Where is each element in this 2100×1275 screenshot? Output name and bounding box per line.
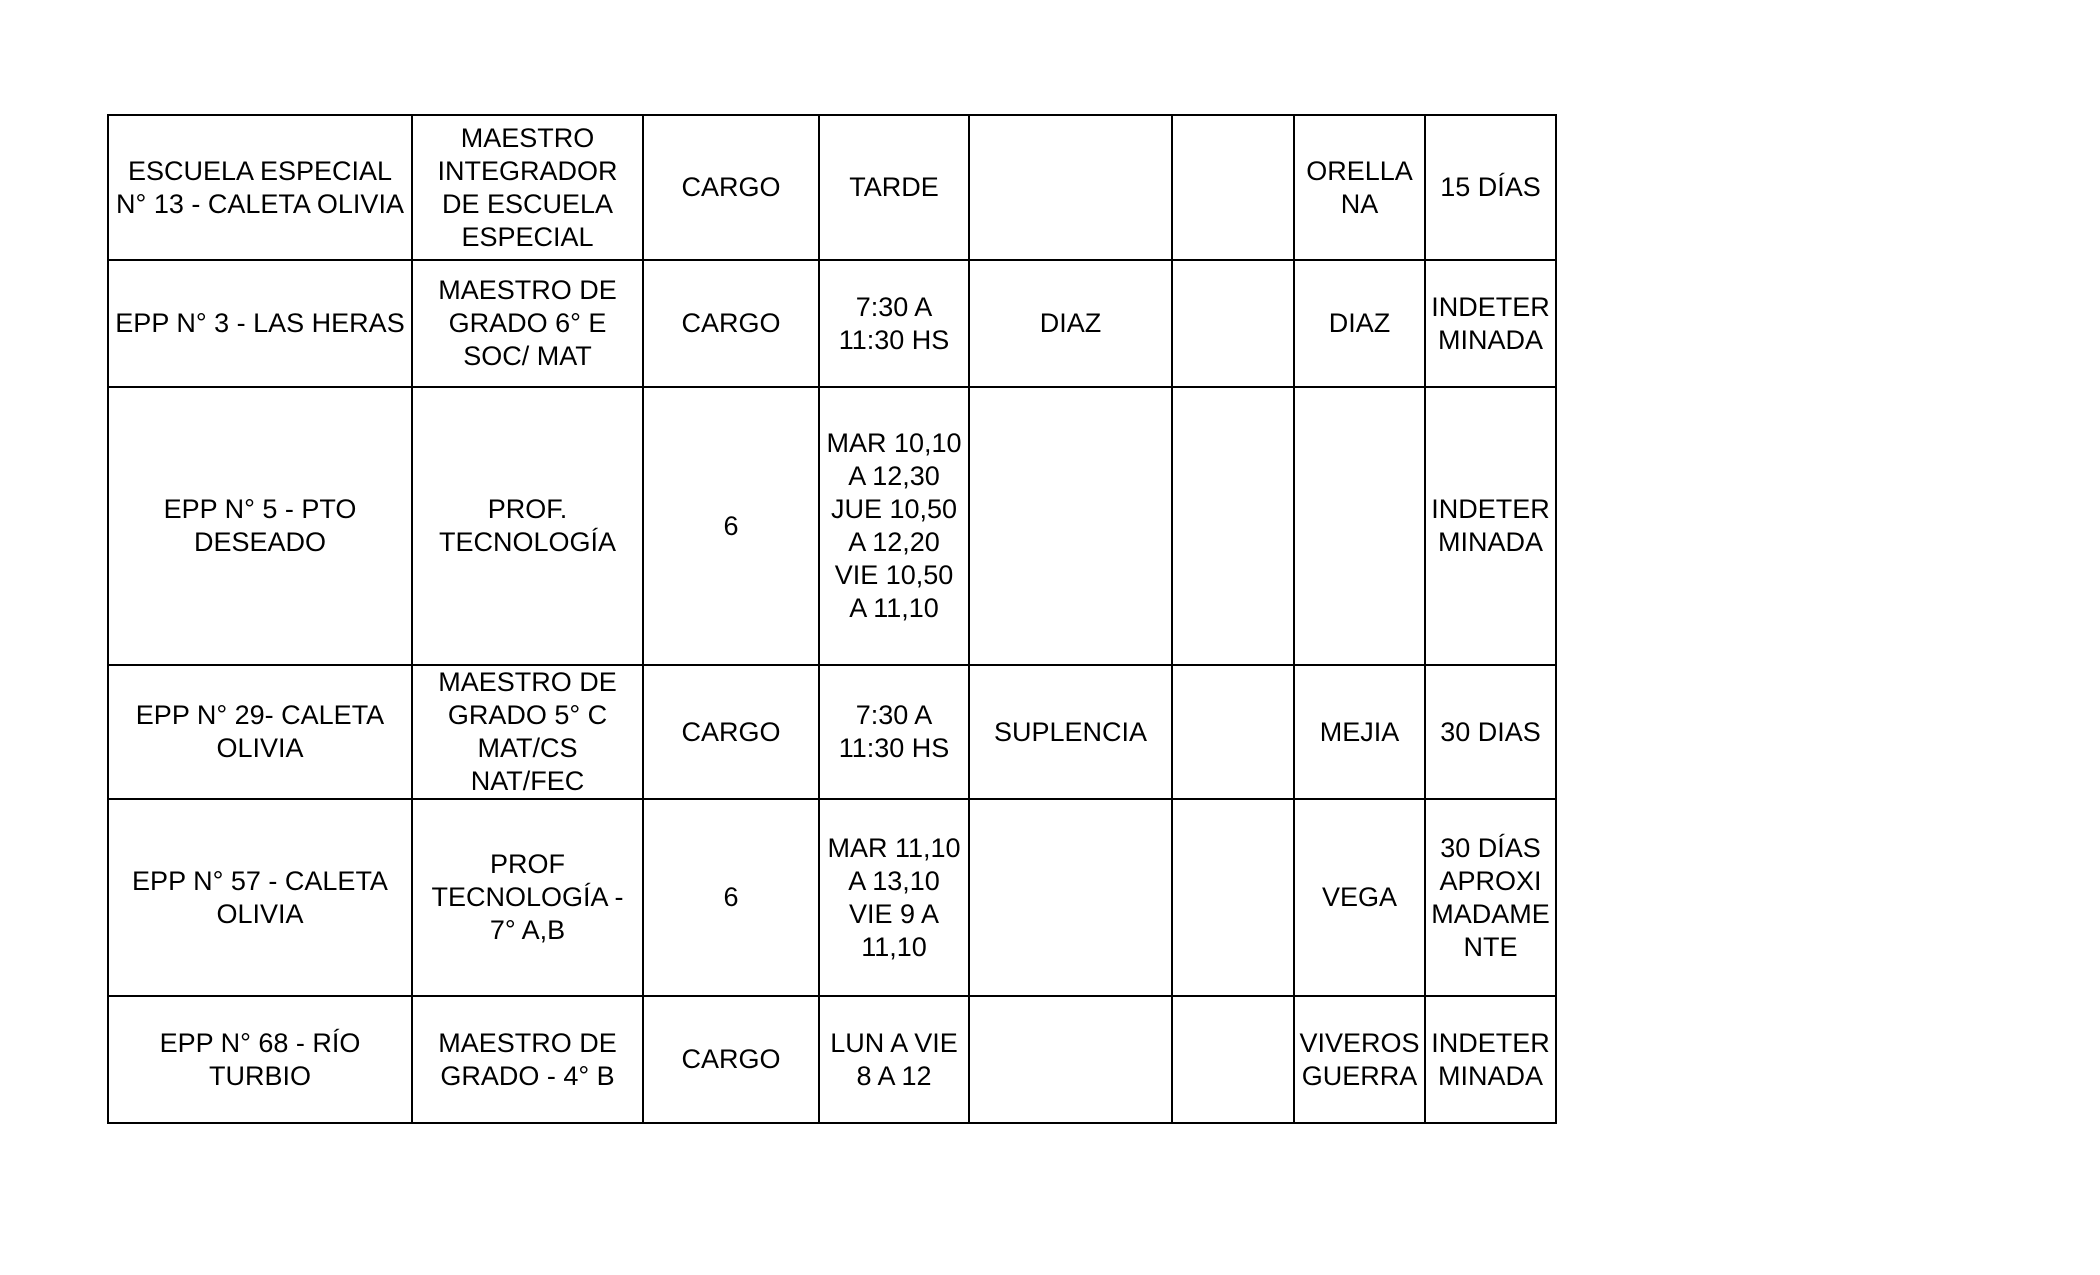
hours-cell: 6 xyxy=(643,387,819,665)
school-cell: EPP N° 57 - CALETA OLIVIA xyxy=(108,799,412,996)
school-cell: EPP N° 5 - PTO DESEADO xyxy=(108,387,412,665)
holder-cell: DIAZ xyxy=(1294,260,1425,387)
holder-cell: MEJIA xyxy=(1294,665,1425,799)
duration-cell: 30 DIAS xyxy=(1425,665,1556,799)
school-cell: EPP N° 68 - RÍO TURBIO xyxy=(108,996,412,1123)
type-cell xyxy=(969,799,1172,996)
notes-cell xyxy=(1172,799,1294,996)
school-cell: ESCUELA ESPECIAL N° 13 - CALETA OLIVIA xyxy=(108,115,412,260)
type-cell: SUPLENCIA xyxy=(969,665,1172,799)
schedule-cell: 7:30 A 11:30 HS xyxy=(819,665,969,799)
hours-cell: CARGO xyxy=(643,665,819,799)
notes-cell xyxy=(1172,115,1294,260)
vacancy-table xyxy=(107,114,1557,1124)
holder-cell xyxy=(1294,387,1425,665)
position-cell: MAESTRO DE GRADO - 4° B xyxy=(412,996,643,1123)
type-cell xyxy=(969,115,1172,260)
hours-cell: CARGO xyxy=(643,260,819,387)
hours-cell: CARGO xyxy=(643,115,819,260)
table-row xyxy=(108,799,1556,996)
schedule-cell: LUN A VIE 8 A 12 xyxy=(819,996,969,1123)
table-row xyxy=(108,996,1556,1123)
schedule-cell: TARDE xyxy=(819,115,969,260)
hours-cell: 6 xyxy=(643,799,819,996)
school-cell: EPP N° 29- CALETA OLIVIA xyxy=(108,665,412,799)
schedule-cell: MAR 10,10 A 12,30 JUE 10,50 A 12,20 VIE 10,50 A 11,10 xyxy=(819,387,969,665)
school-cell: EPP N° 3 - LAS HERAS xyxy=(108,260,412,387)
hours-cell: CARGO xyxy=(643,996,819,1123)
type-cell xyxy=(969,387,1172,665)
notes-cell xyxy=(1172,665,1294,799)
duration-cell: INDETER MINADA xyxy=(1425,387,1556,665)
notes-cell xyxy=(1172,387,1294,665)
holder-cell: VIVEROS GUERRA xyxy=(1294,996,1425,1123)
notes-cell xyxy=(1172,996,1294,1123)
position-cell: MAESTRO DE GRADO 6° E SOC/ MAT xyxy=(412,260,643,387)
duration-cell: 15 DÍAS xyxy=(1425,115,1556,260)
position-cell: MAESTRO DE GRADO 5° C MAT/CS NAT/FEC xyxy=(412,665,643,799)
holder-cell: VEGA xyxy=(1294,799,1425,996)
type-cell: DIAZ xyxy=(969,260,1172,387)
duration-cell: INDETER MINADA xyxy=(1425,996,1556,1123)
holder-cell: ORELLA NA xyxy=(1294,115,1425,260)
type-cell xyxy=(969,996,1172,1123)
schedule-cell: MAR 11,10 A 13,10 VIE 9 A 11,10 xyxy=(819,799,969,996)
position-cell: MAESTRO INTEGRADOR DE ESCUELA ESPECIAL xyxy=(412,115,643,260)
duration-cell: INDETER MINADA xyxy=(1425,260,1556,387)
duration-cell: 30 DÍAS APROXI MADAME NTE xyxy=(1425,799,1556,996)
position-cell: PROF. TECNOLOGÍA xyxy=(412,387,643,665)
position-cell: PROF TECNOLOGÍA - 7° A,B xyxy=(412,799,643,996)
table-row xyxy=(108,387,1556,665)
schedule-cell: 7:30 A 11:30 HS xyxy=(819,260,969,387)
table-row xyxy=(108,665,1556,799)
table-row xyxy=(108,115,1556,260)
notes-cell xyxy=(1172,260,1294,387)
table-row xyxy=(108,260,1556,387)
